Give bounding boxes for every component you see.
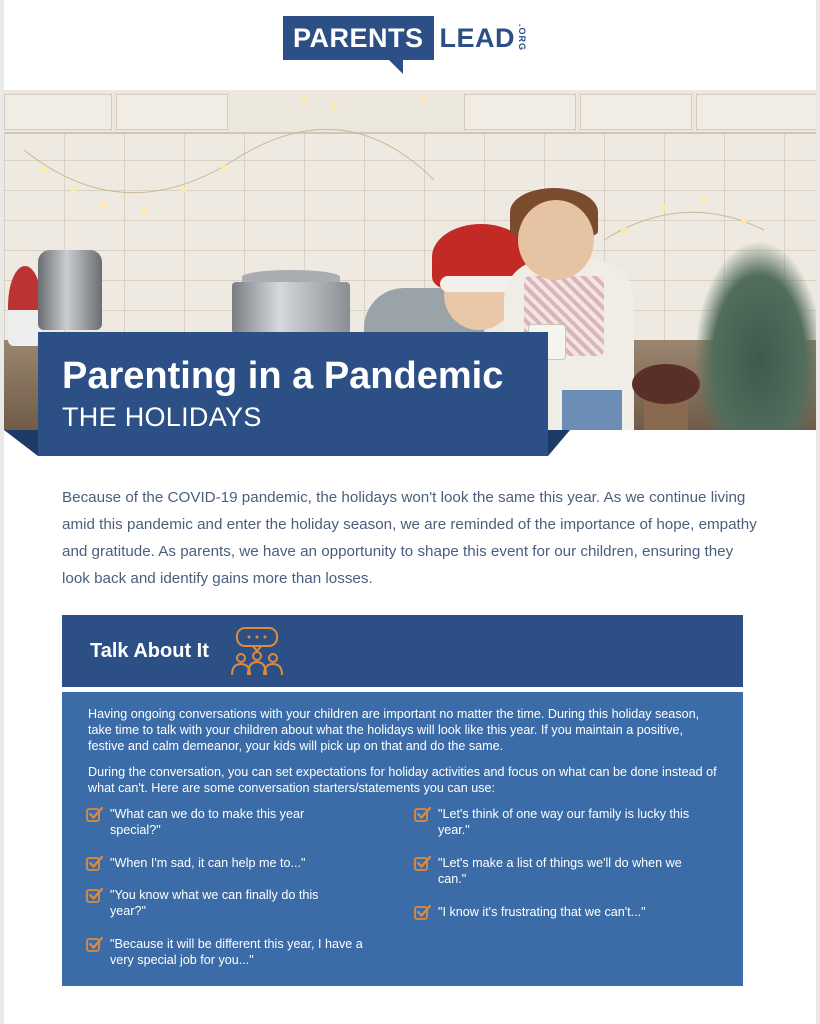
intro-paragraph: Because of the COVID-19 pandemic, the holidays won't look the same this year. As we continue living amid this pandemic and enter the holiday season, we are reminded of the importance of hope, empathy and gratitude. As parents, we have an opportunity to shape this event for our children, ensuring they look back and identify gains more than losses. bbox=[62, 489, 757, 587]
starter-item bbox=[414, 855, 684, 887]
section-header bbox=[62, 615, 743, 687]
starter-text: "Because it will be different this year, I have a very special job for you..." bbox=[110, 937, 363, 967]
gnome-decoration bbox=[8, 266, 42, 346]
section-title: Talk About It bbox=[90, 639, 209, 662]
page-title: Parenting in a Pandemic bbox=[62, 355, 504, 397]
page-subtitle: THE HOLIDAYS bbox=[62, 402, 262, 432]
logo-suffix-org: .ORG bbox=[517, 24, 528, 52]
section-paragraph-1: Having ongoing conversations with your children are important no matter the time. During this holiday season, take time to talk with your children about what the holidays will look like this year. If you maintain a positive, festive and calm demeanor, your kids will pick up on that and do the same. bbox=[88, 707, 700, 753]
section-body bbox=[62, 692, 743, 986]
checkbox-checked-icon bbox=[86, 855, 104, 871]
kettle bbox=[38, 250, 102, 330]
christmas-tree bbox=[694, 240, 816, 430]
checkbox-checked-icon bbox=[414, 806, 432, 822]
title-notch-left bbox=[4, 430, 38, 456]
child-girl-head bbox=[518, 200, 594, 280]
section-paragraph-2: During the conversation, you can set expectations for holiday activities and focus on what can be done instead of what can't. Here are some conversation starters/statements you can use: bbox=[88, 765, 717, 795]
checkbox-checked-icon bbox=[414, 855, 432, 871]
starter-item bbox=[86, 936, 386, 968]
checkbox-checked-icon bbox=[414, 904, 432, 920]
title-block bbox=[38, 332, 548, 456]
cooking-pot bbox=[232, 282, 350, 334]
page-edge-right bbox=[816, 0, 820, 1024]
parentslead-logo bbox=[283, 16, 527, 60]
starter-text: "I know it's frustrating that we can't..." bbox=[438, 905, 646, 919]
starter-item bbox=[86, 806, 336, 838]
starter-item bbox=[86, 887, 336, 919]
starter-item bbox=[86, 855, 336, 871]
starter-text: "When I'm sad, it can help me to..." bbox=[110, 856, 306, 870]
starter-text: "You know what we can finally do this year?" bbox=[110, 888, 319, 918]
checkbox-checked-icon bbox=[86, 806, 104, 822]
title-notch-right bbox=[548, 430, 570, 456]
starter-item bbox=[414, 806, 704, 838]
checkbox-checked-icon bbox=[86, 887, 104, 903]
plant bbox=[632, 364, 700, 404]
logo-word-parents: PARENTS bbox=[293, 22, 424, 53]
starter-text: "Let's think of one way our family is lucky this year." bbox=[438, 807, 690, 837]
logo-box bbox=[283, 16, 434, 60]
logo-word-lead: LEAD bbox=[439, 22, 516, 53]
child-girl-jeans bbox=[562, 390, 622, 430]
starter-item bbox=[414, 904, 704, 920]
checkbox-checked-icon bbox=[86, 936, 104, 952]
starter-text: "Let's make a list of things we'll do when we can." bbox=[438, 856, 682, 886]
starter-text: "What can we do to make this year special?" bbox=[110, 807, 305, 837]
people-conversation-icon bbox=[229, 625, 285, 677]
